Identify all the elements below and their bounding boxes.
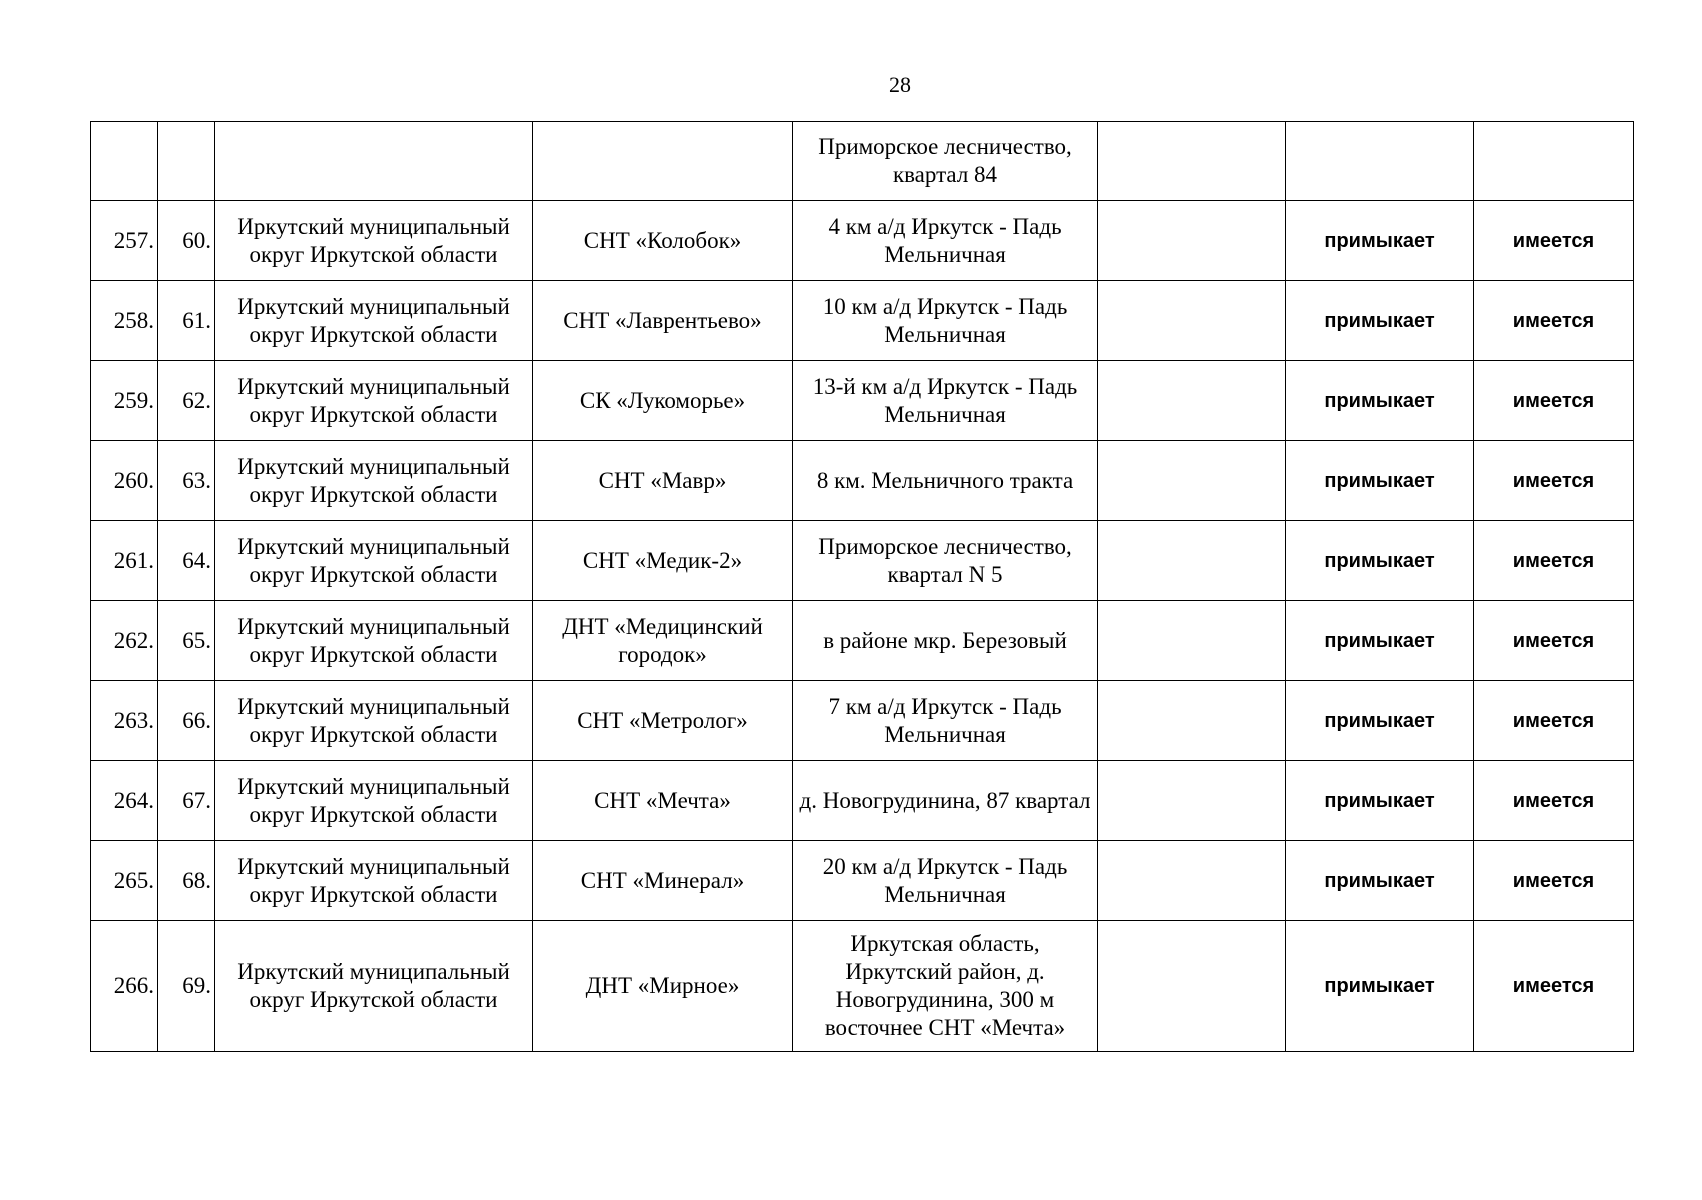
cell-location: 13-й км а/д Иркутск - Падь Мельничная [793, 361, 1098, 441]
cell-availability: имеется [1474, 601, 1634, 681]
cell-adjacency: примыкает [1286, 681, 1474, 761]
cell-location: д. Новогрудинина, 87 квартал [793, 761, 1098, 841]
cell-n1 [91, 122, 158, 201]
cell-name: ДНТ «Мирное» [533, 921, 793, 1052]
cell-name: СНТ «Минерал» [533, 841, 793, 921]
cell-municipality: Иркутский муниципальный округ Иркутской области [215, 601, 533, 681]
cell-n2: 61. [158, 281, 215, 361]
cell-name: СНТ «Метролог» [533, 681, 793, 761]
cell-adjacency: примыкает [1286, 921, 1474, 1052]
cell-n1: 261. [91, 521, 158, 601]
cell-adjacency: примыкает [1286, 201, 1474, 281]
cell-n2: 66. [158, 681, 215, 761]
cell-municipality: Иркутский муниципальный округ Иркутской области [215, 681, 533, 761]
table-body [91, 122, 1634, 1052]
cell-municipality: Иркутский муниципальный округ Иркутской области [215, 441, 533, 521]
cell-location: 4 км а/д Иркутск - Падь Мельничная [793, 201, 1098, 281]
cell-n1: 264. [91, 761, 158, 841]
cell-n2 [158, 122, 215, 201]
continuation-row [91, 122, 1634, 201]
cell-n2: 67. [158, 761, 215, 841]
cell-adjacency [1286, 122, 1474, 201]
cell-location: в районе мкр. Березовый [793, 601, 1098, 681]
cell-name: СНТ «Мечта» [533, 761, 793, 841]
table-row [91, 761, 1634, 841]
cell-availability: имеется [1474, 441, 1634, 521]
settlements-table [90, 121, 1634, 1052]
cell-adjacency: примыкает [1286, 601, 1474, 681]
cell-municipality: Иркутский муниципальный округ Иркутской области [215, 841, 533, 921]
cell-location: Приморское лесничество, квартал N 5 [793, 521, 1098, 601]
cell-location: Иркутская область, Иркутский район, д. Новогрудинина, 300 м восточнее СНТ «Мечта» [793, 921, 1098, 1052]
cell-n1: 263. [91, 681, 158, 761]
cell-availability: имеется [1474, 201, 1634, 281]
cell-adjacency: примыкает [1286, 281, 1474, 361]
cell-n1: 266. [91, 921, 158, 1052]
cell-availability: имеется [1474, 841, 1634, 921]
table-row [91, 281, 1634, 361]
cell-adjacency: примыкает [1286, 521, 1474, 601]
cell-availability [1474, 122, 1634, 201]
cell-n2: 64. [158, 521, 215, 601]
cell-availability: имеется [1474, 681, 1634, 761]
cell-municipality [215, 122, 533, 201]
cell-n1: 265. [91, 841, 158, 921]
cell-location: 8 км. Мельничного тракта [793, 441, 1098, 521]
table-row [91, 441, 1634, 521]
cell-n2: 69. [158, 921, 215, 1052]
table-row [91, 601, 1634, 681]
cell-extra [1098, 281, 1286, 361]
cell-location: Приморское лесничество, квартал 84 [793, 122, 1098, 201]
cell-municipality: Иркутский муниципальный округ Иркутской области [215, 201, 533, 281]
cell-n2: 68. [158, 841, 215, 921]
table-row [91, 361, 1634, 441]
cell-municipality: Иркутский муниципальный округ Иркутской области [215, 761, 533, 841]
cell-location: 10 км а/д Иркутск - Падь Мельничная [793, 281, 1098, 361]
cell-name: СНТ «Медик-2» [533, 521, 793, 601]
cell-adjacency: примыкает [1286, 361, 1474, 441]
cell-n2: 65. [158, 601, 215, 681]
cell-n2: 63. [158, 441, 215, 521]
cell-extra [1098, 761, 1286, 841]
cell-availability: имеется [1474, 761, 1634, 841]
cell-n1: 257. [91, 201, 158, 281]
cell-extra [1098, 841, 1286, 921]
cell-location: 7 км а/д Иркутск - Падь Мельничная [793, 681, 1098, 761]
cell-availability: имеется [1474, 521, 1634, 601]
cell-extra [1098, 681, 1286, 761]
table-row [91, 841, 1634, 921]
cell-extra [1098, 521, 1286, 601]
cell-extra [1098, 201, 1286, 281]
cell-n1: 260. [91, 441, 158, 521]
cell-municipality: Иркутский муниципальный округ Иркутской области [215, 521, 533, 601]
cell-availability: имеется [1474, 281, 1634, 361]
cell-availability: имеется [1474, 921, 1634, 1052]
cell-municipality: Иркутский муниципальный округ Иркутской области [215, 921, 533, 1052]
table-row [91, 521, 1634, 601]
table-row [91, 681, 1634, 761]
cell-extra [1098, 601, 1286, 681]
cell-name: СНТ «Мавр» [533, 441, 793, 521]
cell-n1: 258. [91, 281, 158, 361]
cell-adjacency: примыкает [1286, 441, 1474, 521]
cell-availability: имеется [1474, 361, 1634, 441]
cell-adjacency: примыкает [1286, 761, 1474, 841]
cell-n1: 262. [91, 601, 158, 681]
table-row [91, 201, 1634, 281]
cell-name: ДНТ «Медицинский городок» [533, 601, 793, 681]
cell-extra [1098, 122, 1286, 201]
cell-n1: 259. [91, 361, 158, 441]
cell-name: СК «Лукоморье» [533, 361, 793, 441]
cell-municipality: Иркутский муниципальный округ Иркутской области [215, 281, 533, 361]
cell-extra [1098, 361, 1286, 441]
page-number: 28 [889, 72, 911, 97]
cell-extra [1098, 921, 1286, 1052]
cell-adjacency: примыкает [1286, 841, 1474, 921]
cell-name: СНТ «Лаврентьево» [533, 281, 793, 361]
cell-municipality: Иркутский муниципальный округ Иркутской области [215, 361, 533, 441]
cell-n2: 60. [158, 201, 215, 281]
cell-name [533, 122, 793, 201]
cell-n2: 62. [158, 361, 215, 441]
cell-name: СНТ «Колобок» [533, 201, 793, 281]
table-row [91, 921, 1634, 1052]
cell-location: 20 км а/д Иркутск - Падь Мельничная [793, 841, 1098, 921]
cell-extra [1098, 441, 1286, 521]
